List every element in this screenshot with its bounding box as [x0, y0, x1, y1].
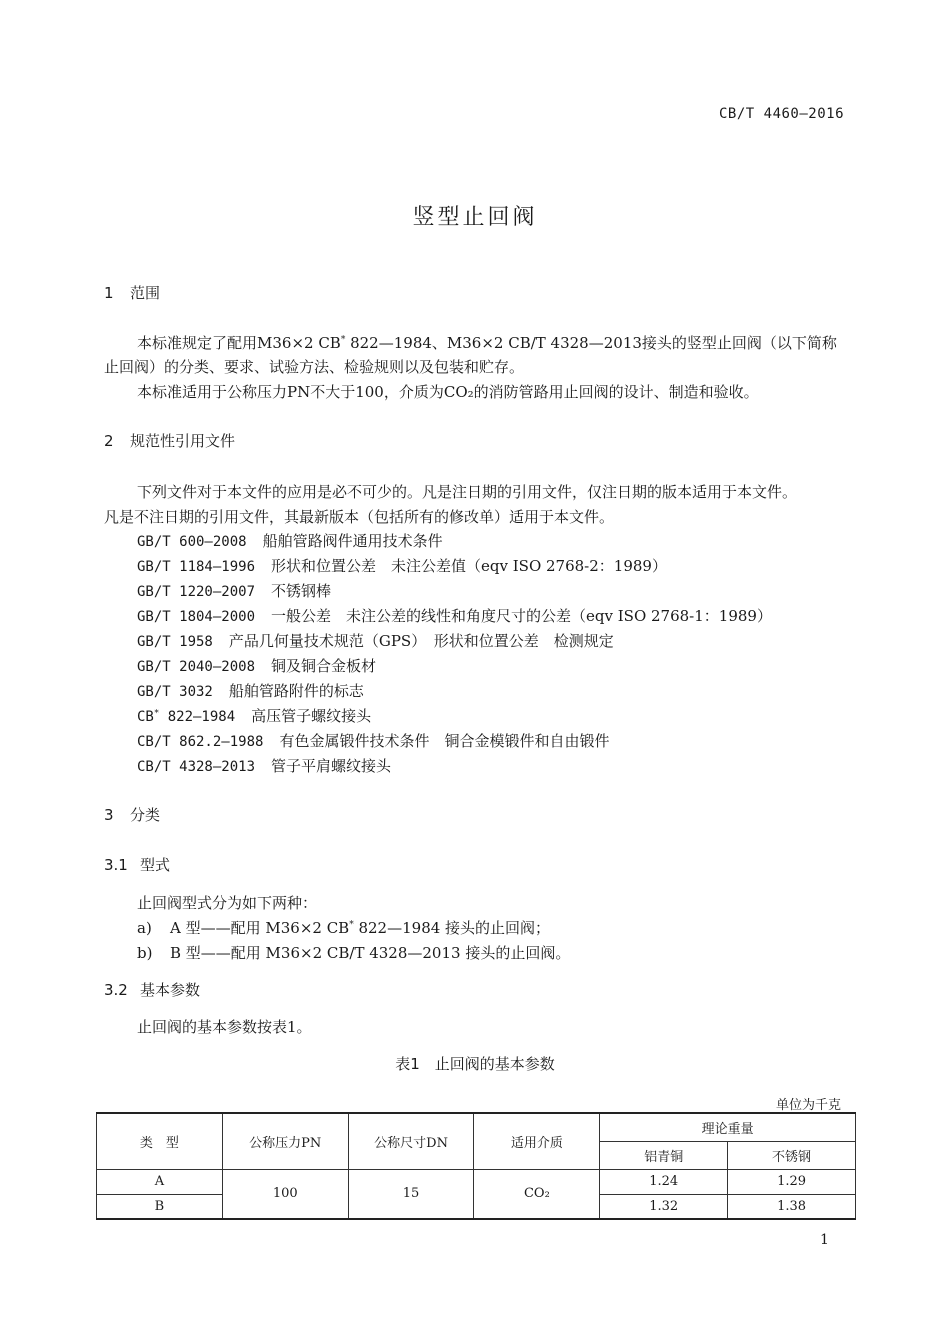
header-weight-stainless: 不锈钢	[728, 1141, 856, 1169]
reference-item	[137, 630, 614, 651]
cell-medium: CO₂	[474, 1169, 600, 1219]
types-intro: 止回阀型式分为如下两种：	[137, 894, 318, 912]
reference-title: 形状和位置公差 未注公差值（eqv ISO 2768-2：1989）	[271, 557, 667, 575]
list-marker: b)	[137, 944, 153, 962]
scope-paragraph-line-1	[137, 332, 837, 353]
reference-item	[137, 755, 391, 776]
type-item-b	[137, 942, 570, 963]
section-2-heading	[104, 430, 235, 451]
reference-code: GB/T 1220—2007	[137, 584, 256, 600]
cell-weight-stainless: 1.29	[728, 1169, 856, 1194]
reference-title: 一般公差 未注公差的线性和角度尺寸的公差（eqv ISO 2768-1：1989）	[271, 607, 772, 625]
text: 822—1984、M36×2 CB/T 4328—2013接头的竖型止回阀（以下简称	[345, 334, 837, 352]
section-number: 3.2	[104, 981, 128, 999]
reference-title: 不锈钢棒	[271, 582, 332, 600]
reference-item	[137, 580, 331, 601]
reference-code: GB/T 3032	[137, 684, 213, 700]
reference-item	[137, 730, 609, 751]
section-3-heading	[104, 804, 160, 825]
parameters-table	[96, 1112, 856, 1220]
reference-title: 有色金属锻件技术条件 铜合金模锻件和自由锻件	[279, 732, 610, 750]
cell-weight-al-bronze: 1.32	[600, 1194, 728, 1219]
cell-pressure: 100	[222, 1169, 348, 1219]
header-size: 公称尺寸DN	[348, 1113, 474, 1169]
text: CB	[137, 709, 154, 725]
table-header-row	[97, 1113, 856, 1141]
reference-code: CB/T 4328—2013	[137, 759, 256, 775]
reference-title: 船舶管路附件的标志	[228, 682, 364, 700]
reference-title: 高压管子螺纹接头	[251, 707, 372, 725]
section-number: 3	[104, 806, 114, 824]
superscript: *	[153, 708, 160, 719]
references-intro-line-1: 下列文件对于本文件的应用是必不可少的。凡是注日期的引用文件，仅注日期的版本适用于本文件。	[137, 483, 798, 501]
text: 822—1984	[159, 709, 236, 725]
list-marker: a)	[137, 919, 152, 937]
superscript: *	[349, 920, 354, 930]
reference-item	[137, 530, 443, 551]
section-title: 分类	[130, 806, 161, 824]
scope-paragraph-line-2: 止回阀）的分类、要求、试验方法、检验规则以及包装和贮存。	[104, 358, 525, 376]
text: B 型——配用 M36×2 CB/T 4328—2013 接头的止回阀。	[170, 944, 571, 962]
section-1-heading	[104, 282, 160, 303]
scope-paragraph-2: 本标准适用于公称压力PN不大于100，介质为CO₂的消防管路用止回阀的设计、制造和验收。	[137, 383, 759, 401]
reference-item	[137, 605, 772, 626]
reference-code: GB/T 600—2008	[137, 534, 247, 550]
header-weight: 理论重量	[600, 1113, 856, 1141]
reference-code: CB/T 862.2—1988	[137, 734, 264, 750]
reference-item	[137, 680, 364, 701]
text: 本标准规定了配用M36×2 CB	[137, 334, 341, 352]
header-pressure: 公称压力PN	[222, 1113, 348, 1169]
standard-id: CB/T 4460—2016	[719, 106, 845, 122]
cell-type: A	[97, 1169, 223, 1194]
cell-weight-al-bronze: 1.24	[600, 1169, 728, 1194]
section-number: 2	[104, 432, 114, 450]
reference-item	[137, 655, 376, 676]
reference-item	[137, 705, 371, 726]
cell-size: 15	[348, 1169, 474, 1219]
table-row	[97, 1169, 856, 1194]
references-intro-line-2: 凡是不注日期的引用文件，其最新版本（包括所有的修改单）适用于本文件。	[104, 508, 615, 526]
parameters-intro: 止回阀的基本参数按表1。	[137, 1018, 312, 1036]
header-weight-al-bronze: 铝青铜	[600, 1141, 728, 1169]
section-title: 范围	[130, 284, 161, 302]
section-title: 型式	[140, 856, 171, 874]
section-3-2-heading	[104, 979, 200, 1000]
reference-item	[137, 555, 667, 576]
cell-type: B	[97, 1194, 223, 1219]
header-medium: 适用介质	[474, 1113, 600, 1169]
table-caption: 表1 止回阀的基本参数	[395, 1055, 555, 1073]
header-type: 类 型	[97, 1113, 223, 1169]
cell-weight-stainless: 1.38	[728, 1194, 856, 1219]
reference-title: 产品几何量技术规范（GPS） 形状和位置公差 检测规定	[228, 632, 614, 650]
page-title: 竖型止回阀	[412, 205, 538, 230]
section-title: 规范性引用文件	[130, 432, 236, 450]
table-unit-note: 单位为千克	[776, 1098, 842, 1113]
section-number: 3.1	[104, 856, 128, 874]
reference-title: 铜及铜合金板材	[271, 657, 377, 675]
superscript: *	[340, 335, 346, 345]
section-3-1-heading	[104, 854, 170, 875]
reference-code: GB/T 2040—2008	[137, 659, 256, 675]
reference-code: GB/T 1184—1996	[137, 559, 256, 575]
reference-title: 管子平肩螺纹接头	[271, 757, 392, 775]
type-item-a	[137, 917, 550, 938]
section-number: 1	[104, 284, 114, 302]
text: A 型——配用 M36×2 CB	[170, 919, 350, 937]
text: 822—1984 接头的止回阀；	[353, 919, 551, 937]
reference-title: 船舶管路阀件通用技术条件	[262, 532, 443, 550]
reference-code: GB/T 1804—2000	[137, 609, 256, 625]
reference-code	[137, 709, 235, 725]
page-number: 1	[820, 1232, 829, 1248]
reference-code: GB/T 1958	[137, 634, 213, 650]
section-title: 基本参数	[140, 981, 201, 999]
